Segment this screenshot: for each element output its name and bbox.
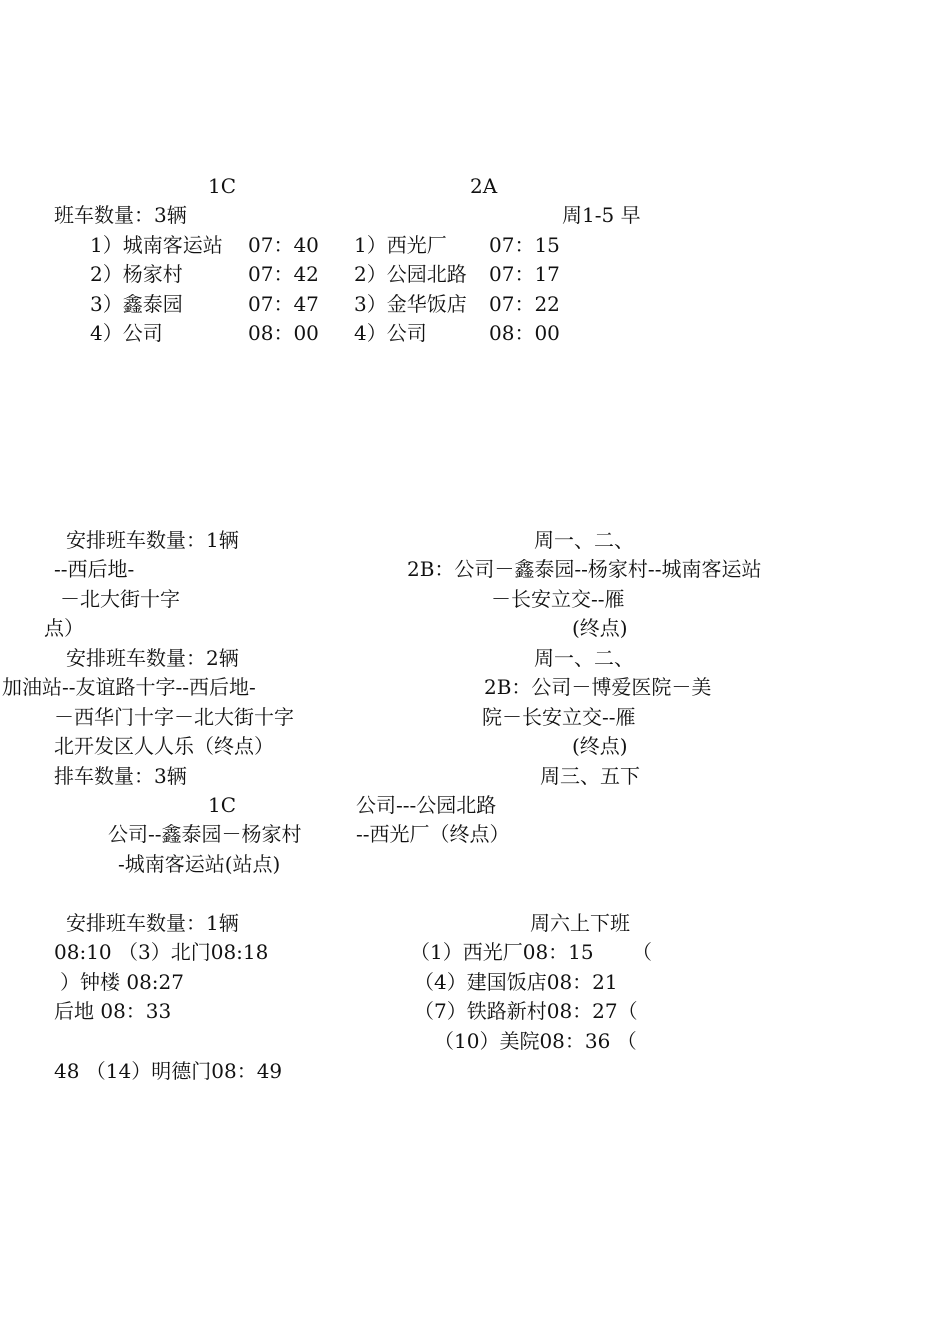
stop-times-line: （4）建国饭店08：21 bbox=[414, 970, 618, 994]
route-fragment: －长安立交--雁 bbox=[491, 587, 625, 611]
left-stop-name: 4）公司 bbox=[90, 321, 163, 345]
route-fragment: －西华门十字－北大街十字 bbox=[54, 705, 294, 729]
right-stop-time: 07：17 bbox=[489, 262, 560, 286]
route-fragment: --西后地- bbox=[54, 557, 135, 581]
schedule-label: 周三、五下 bbox=[540, 764, 640, 788]
stop-times-line: ）钟楼 08:27 bbox=[60, 970, 184, 994]
stop-times-line: （7）铁路新村08：27（ bbox=[414, 999, 638, 1023]
schedule-label: 周六上下班 bbox=[530, 911, 630, 935]
route-code-1c: 1C bbox=[208, 793, 237, 817]
left-stop-time: 07：40 bbox=[248, 233, 319, 257]
stop-times-line: 48 （14）明德门08：49 bbox=[54, 1059, 283, 1083]
route-code-1c: 1C bbox=[208, 174, 237, 198]
route-fragment: 加油站--友谊路十字--西后地- bbox=[2, 675, 256, 699]
right-stop-time: 07：15 bbox=[489, 233, 560, 257]
left-stop-time: 07：47 bbox=[248, 292, 319, 316]
schedule-label: 周一、二、 bbox=[534, 528, 634, 552]
route-fragment: 北开发区人人乐（终点） bbox=[54, 734, 274, 758]
route-fragment: (终点) bbox=[572, 616, 628, 640]
route-fragment: -城南客运站(站点) bbox=[118, 852, 281, 876]
left-stop-name: 2）杨家村 bbox=[90, 262, 183, 286]
schedule-label: 周1-5 早 bbox=[562, 203, 641, 227]
stop-times-line: （ bbox=[632, 940, 652, 964]
bus-count-line: 安排班车数量：2辆 bbox=[66, 646, 239, 670]
route-code-2a: 2A bbox=[470, 174, 498, 198]
right-stop-time: 08：00 bbox=[489, 321, 560, 345]
bus-count-line: 安排班车数量：1辆 bbox=[66, 911, 239, 935]
route-fragment: 院－长安立交--雁 bbox=[482, 705, 636, 729]
bus-count-line: 安排班车数量：1辆 bbox=[66, 528, 239, 552]
left-stop-time: 08：00 bbox=[248, 321, 319, 345]
right-stop-name: 4）公司 bbox=[354, 321, 427, 345]
bus-count-line: 排车数量：3辆 bbox=[54, 764, 187, 788]
route-fragment: 公司---公园北路 bbox=[356, 793, 497, 817]
route-fragment: 公司--鑫泰园－杨家村 bbox=[108, 822, 302, 846]
route-fragment: 点） bbox=[44, 616, 84, 640]
stop-times-line: 后地 08：33 bbox=[54, 999, 172, 1023]
right-stop-name: 3）金华饭店 bbox=[354, 292, 467, 316]
stop-times-line: 08:10 （3）北门08:18 bbox=[54, 940, 269, 964]
route-fragment: －北大街十字 bbox=[60, 587, 180, 611]
stop-times-line: （10）美院08：36 （ bbox=[434, 1029, 637, 1053]
bus-count: 班车数量：3辆 bbox=[54, 203, 187, 227]
stop-times-line: （1）西光厂08：15 bbox=[410, 940, 594, 964]
left-stop-name: 1）城南客运站 bbox=[90, 233, 223, 257]
right-stop-name: 2）公园北路 bbox=[354, 262, 467, 286]
route-fragment: --西光厂（终点） bbox=[356, 822, 510, 846]
left-stop-name: 3）鑫泰园 bbox=[90, 292, 183, 316]
right-stop-time: 07：22 bbox=[489, 292, 560, 316]
route-fragment: (终点) bbox=[572, 734, 628, 758]
right-stop-name: 1）西光厂 bbox=[354, 233, 447, 257]
left-stop-time: 07：42 bbox=[248, 262, 319, 286]
schedule-label: 周一、二、 bbox=[534, 646, 634, 670]
route-2b-line: 2B：公司－博爱医院－美 bbox=[484, 675, 712, 699]
route-2b-line: 2B：公司－鑫泰园--杨家村--城南客运站 bbox=[407, 557, 762, 581]
